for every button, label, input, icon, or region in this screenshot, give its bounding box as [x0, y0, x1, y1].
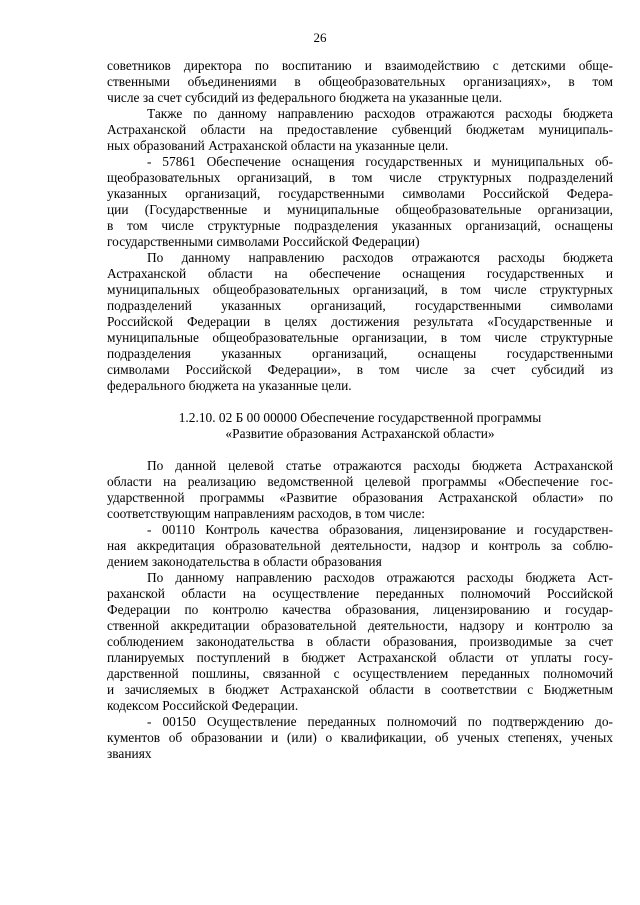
text-line: ственной аккредитации образовательной деятельности, надзору и контролю за	[107, 618, 613, 633]
text-line: кодексом Российской Федерации.	[107, 698, 299, 713]
text-line: подразделения указанных организаций, оснащены государственными	[107, 346, 613, 361]
text-line: Астраханской области на обеспечение оснащения государственных и	[107, 266, 613, 281]
text-line: федерального бюджета на указанные цели.	[107, 378, 352, 393]
text-line: планируемых поступлений в бюджет Астраханской области от уплаты госу-	[107, 650, 613, 665]
text-line: соответствующим направлениям расходов, в том числе:	[107, 506, 425, 521]
text-line: Федерации по контролю качества образования, лицензированию и государ-	[107, 602, 613, 617]
text-line: раханской области на осуществление переданных полномочий Российской	[107, 586, 613, 601]
page-number: 26	[313, 30, 327, 45]
paragraph	[107, 58, 613, 106]
text-line: ударственной программы «Развитие образования Астраханской области» по	[107, 490, 613, 505]
text-line: дарственной пошлины, связанной с осуществлением переданных полномочий	[107, 666, 613, 681]
paragraph	[107, 714, 613, 762]
text-line: символами Российской Федерации», в том числе за счет субсидий из	[107, 362, 613, 377]
paragraph	[107, 458, 613, 522]
paragraph	[107, 570, 613, 714]
text-line: По данному направлению расходов отражаются расходы бюджета Аст-	[147, 570, 613, 585]
text-line: ции (Государственные и муниципальные общеобразовательные организации,	[107, 202, 613, 217]
text-line: кументов об образовании и (или) о квалификации, об ученых степенях, ученых	[107, 730, 613, 745]
text-line: Российской Федерации в целях достижения результата «Государственные и	[107, 314, 613, 329]
text-line: подразделений указанных организаций, государственными символами	[107, 298, 613, 313]
text-line: - 57861 Обеспечение оснащения государственных и муниципальных об-	[147, 154, 613, 169]
text-line: числе за счет субсидий из федерального бюджета на указанные цели.	[107, 90, 503, 105]
text-line: ных образований Астраханской области на указанные цели.	[107, 138, 449, 153]
text-line: соблюдением законодательства в области образования, производимые за счет	[107, 634, 613, 649]
paragraph	[107, 106, 613, 154]
text-line: дением законодательства в области образования	[107, 554, 382, 569]
text-line: в том числе структурные подразделения указанных организаций, оснащены	[107, 218, 613, 233]
text-line: муниципальные общеобразовательные организации, в том числе структурные	[107, 330, 613, 345]
paragraph	[107, 250, 613, 394]
text-line: области на реализацию ведомственной целевой программы «Обеспечение гос-	[107, 474, 613, 489]
section-heading	[107, 410, 613, 442]
text-line: званиях	[107, 746, 152, 761]
text-line: По данному направлению расходов отражаются расходы бюджета	[147, 250, 613, 265]
text-line: По данной целевой статье отражаются расходы бюджета Астраханской	[147, 458, 613, 473]
text-line: - 00110 Контроль качества образования, лицензирование и государствен-	[147, 522, 613, 537]
text-line: указанных организаций, государственными символами Российской Федера-	[107, 186, 613, 201]
document-body	[107, 58, 613, 762]
heading-line: 1.2.10. 02 Б 00 00000 Обеспечение государственной программы	[178, 410, 542, 425]
heading-line: «Развитие образования Астраханской области»	[225, 426, 495, 441]
text-line: муниципальных общеобразовательных организаций, в том числе структурных	[107, 282, 613, 297]
text-line: - 00150 Осуществление переданных полномочий по подтверждению до-	[147, 714, 613, 729]
text-line: государственными символами Российской Федерации)	[107, 234, 420, 249]
paragraph	[107, 522, 613, 570]
text-line: ная аккредитация образовательной деятельности, надзор и контроль за соблю-	[107, 538, 613, 553]
text-line: и зачисляемых в бюджет Астраханской области в соответствии с Бюджетным	[107, 682, 613, 697]
text-line: Астраханской области на предоставление субвенций бюджетам муниципаль-	[107, 122, 613, 137]
text-line: Также по данному направлению расходов отражаются расходы бюджета	[147, 106, 613, 121]
paragraph	[107, 154, 613, 250]
text-line: щеобразовательных организаций, в том числе структурных подразделений	[107, 170, 613, 185]
text-line: ственными объединениями в общеобразовательных организациях», в том	[107, 74, 613, 89]
text-line: советников директора по воспитанию и взаимодействию с детскими обще-	[107, 58, 613, 73]
